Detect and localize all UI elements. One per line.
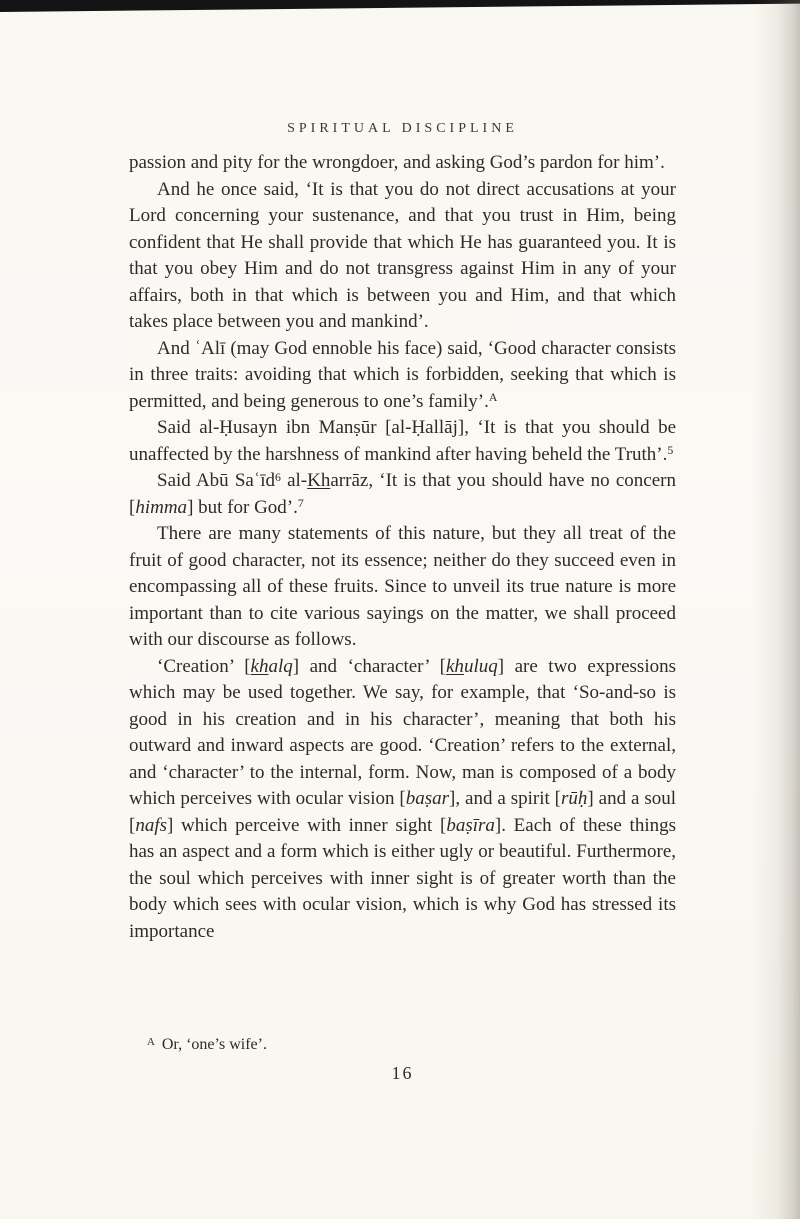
paragraph xyxy=(129,336,676,416)
running-header: SPIRITUAL DISCIPLINE xyxy=(287,121,518,136)
paragraph xyxy=(129,654,676,946)
page-body xyxy=(129,150,676,945)
text-run: Said al-Ḥusayn ibn Manṣūr [al-Ḥallāj], ‘It is that you should be unaffected by the harshness of mankind after having beheld the Truth’. xyxy=(129,417,676,465)
text-run: nafs xyxy=(135,814,168,836)
text-run: kh xyxy=(446,655,464,677)
paragraph xyxy=(129,177,676,336)
text-run: And ʿAlī (may God ennoble his face) said, ‘Good character consists in three traits: avoiding that which is forbidden, seeking that which is permitted, and being generous to one’s family’. xyxy=(129,337,676,412)
text-run: ] but for God’. xyxy=(187,496,298,518)
text-run: There are many statements of this nature, but they all treat of the fruit of good character, not its essence; neither do they succeed even in encompassing all of these fruits. Since to unveil its true nature is more important than to cite various sayings on the matter, we shall proceed with our discourse as follows. xyxy=(129,523,676,650)
text-run: rūḥ xyxy=(561,788,588,809)
text-run: uluq xyxy=(463,655,498,677)
text-run: ] which perceive with inner sight [ xyxy=(167,814,447,836)
text-run: himma xyxy=(135,496,188,518)
scan-edge-right xyxy=(752,0,800,1219)
footnote-reference: A xyxy=(488,391,498,405)
footnote xyxy=(147,1035,667,1056)
footnote-reference: 5 xyxy=(667,444,674,458)
text-run: ], and a spirit [ xyxy=(449,788,561,809)
text-run: arrāz, ‘It is that you should have no concern [ xyxy=(129,470,676,518)
footnote-text: Or, ‘one’s wife’. xyxy=(161,1036,267,1053)
paragraph xyxy=(129,150,676,177)
text-run: Said Abū Saʿīd xyxy=(157,470,275,491)
text-run: ] are two expressions which may be used together. We say, for example, that ‘So-and-so is good in his creation and in his character’, meaning that both his outward and inward aspects are good. ‘Creation’ refers to the external, and ‘character’ to the internal, form. Now, man is composed of a body which perceives with ocular vision [ xyxy=(129,655,676,809)
text-run: baṣīra xyxy=(446,814,495,836)
text-run: Kh xyxy=(307,470,331,491)
paragraph xyxy=(129,521,676,654)
text-run: ]. Each of these things has an aspect and a form which is either ugly or beautiful. Furthermore, the soul which perceives with inner sight is of greater worth than the body which sees with ocular vision, which is why God has stressed its importance xyxy=(129,814,676,942)
text-run: ] and a soul [ xyxy=(129,788,676,836)
text-run: And he once said, ‘It is that you do not direct accusations at your Lord concerning your sustenance, and that you trust in Him, being confident that He shall provide that which He has guaranteed you. It is that you obey Him and do not transgress against Him in any of your affairs, both in that which is between you and Him, and that which takes place between you and mankind’. xyxy=(129,178,676,332)
paragraph xyxy=(129,415,676,468)
page-number: 16 xyxy=(391,1063,414,1083)
text-run: kh xyxy=(250,655,269,677)
text-run: alq xyxy=(268,655,293,677)
text-run: passion and pity for the wrongdoer, and asking God’s pardon for him’. xyxy=(129,152,665,173)
footnote-marker: A xyxy=(147,1035,155,1048)
footnote-reference: 6 xyxy=(274,470,281,484)
footnote-reference: 7 xyxy=(297,497,304,511)
paragraph xyxy=(129,468,676,521)
scan-edge-top xyxy=(0,0,800,12)
text-run: baṣar xyxy=(405,788,450,809)
text-run: ‘Creation’ [ xyxy=(157,655,251,677)
text-run: ] and ‘character’ [ xyxy=(292,655,446,677)
text-run: al- xyxy=(280,470,308,491)
